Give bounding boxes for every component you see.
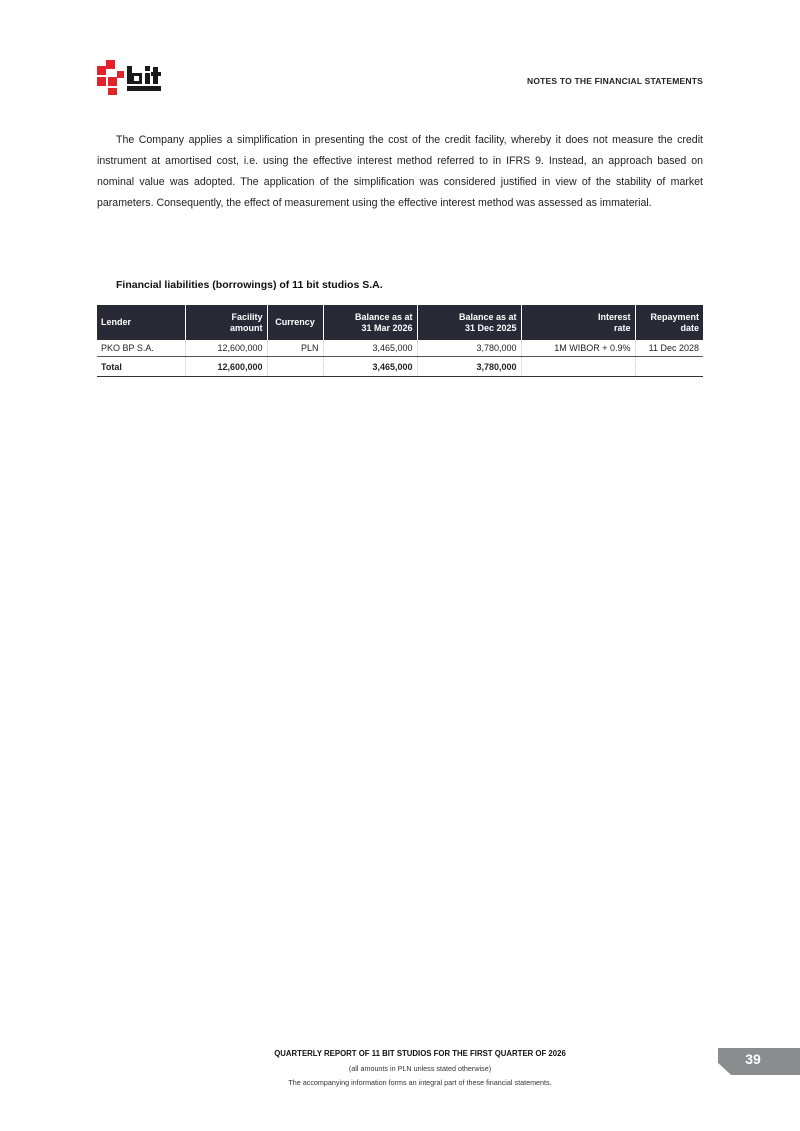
table-total-row [97, 357, 703, 377]
col-lender: Lender [97, 305, 185, 340]
col-balance-dec: Balance as at 31 Dec 2025 [417, 305, 521, 340]
col-currency: Currency [267, 305, 323, 340]
table-header-row [97, 305, 703, 340]
total-label: Total [97, 357, 185, 377]
footer-report-title: QUARTERLY REPORT OF 11 BIT STUDIOS FOR THE FIRST QUARTER OF 2026 [274, 1049, 566, 1058]
body-paragraph: The Company applies a simplification in presenting the cost of the credit facility, whereby it does not measure the credit instrument at amortised cost, i.e. using the effective interest method referred to in IFRS 9. Instead, an approach based on nominal value was adopted. The application of the simplification was considered justified in view of the stability of market parameters. Consequently, the effect of measurement using the effective interest method was assessed as immaterial. [97, 134, 703, 209]
table-row [97, 340, 703, 357]
cell-interest-rate: 1M WIBOR + 0.9% [521, 340, 635, 357]
total-balance-mar: 3,465,000 [323, 357, 417, 377]
section-title: NOTES TO THE FINANCIAL STATEMENTS [527, 76, 703, 86]
total-facility: 12,600,000 [185, 357, 267, 377]
col-facility-amount: Facility amount [185, 305, 267, 340]
page-number: 39 [745, 1051, 761, 1067]
footer-currency-note: (all amounts in PLN unless stated otherwise) [348, 1064, 492, 1073]
financial-liabilities-table [97, 305, 703, 377]
cell-currency: PLN [267, 340, 323, 357]
company-logo [95, 58, 175, 98]
total-balance-dec: 3,780,000 [417, 357, 521, 377]
cell-balance-dec: 3,780,000 [417, 340, 521, 357]
cell-lender: PKO BP S.A. [97, 340, 185, 357]
footer-disclaimer: The accompanying information forms an integral part of these financial statements. [288, 1078, 552, 1087]
cell-repayment-date: 11 Dec 2028 [635, 340, 703, 357]
cell-facility: 12,600,000 [185, 340, 267, 357]
total-interest-rate [521, 357, 635, 377]
col-interest-rate: Interest rate [521, 305, 635, 340]
col-repayment-date: Repayment date [635, 305, 703, 340]
cell-balance-mar: 3,465,000 [323, 340, 417, 357]
page-footer [0, 1049, 800, 1087]
col-balance-mar: Balance as at 31 Mar 2026 [323, 305, 417, 340]
total-repayment-date [635, 357, 703, 377]
total-currency [267, 357, 323, 377]
logo-mark [97, 60, 124, 95]
table-title: Financial liabilities (borrowings) of 11 bit studios S.A. [116, 279, 383, 291]
